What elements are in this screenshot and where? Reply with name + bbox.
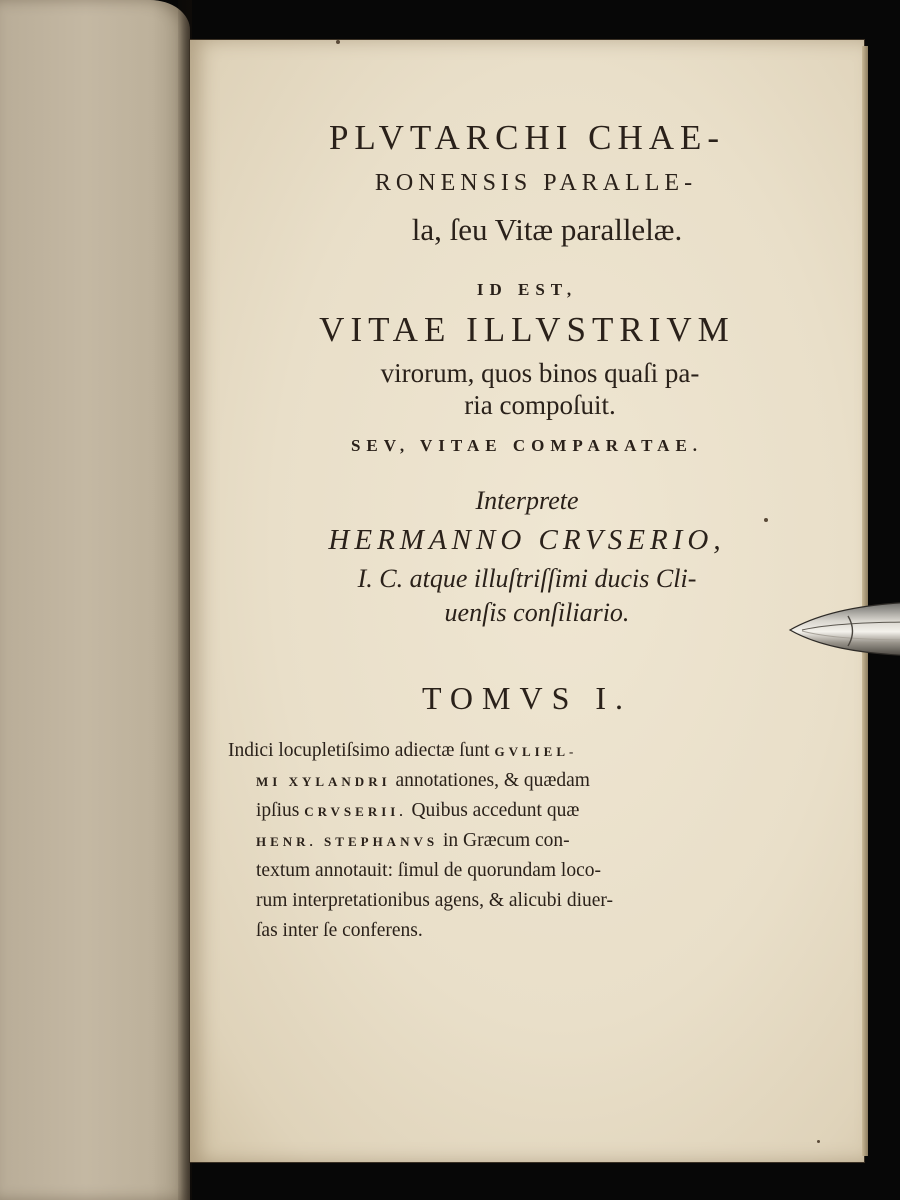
left-endpaper [0, 0, 190, 1200]
title-seu-vitae-comparatae: SEV, VITAE COMPARATAE. [350, 436, 704, 455]
body-smallcaps: CRVSERII. [304, 804, 407, 819]
paper-speck [336, 40, 340, 44]
body-text: ſas inter ſe conferens. [256, 920, 423, 941]
title-line-virorum: virorum, quos binos quaſi pa- [380, 358, 700, 388]
body-text: rum interpretationibus agens, & alicubi diuer- [256, 890, 614, 911]
body-text: in Græcum con- [438, 830, 570, 851]
title-id-est: ID EST, [476, 280, 578, 299]
title-page-text [190, 40, 864, 1162]
body-text: annotationes, & quædam [390, 770, 590, 791]
body-line-3 [256, 800, 856, 822]
volume-number: TOMVS I. [421, 680, 633, 716]
title-page [190, 40, 864, 1162]
body-text: textum annotauit: ſimul de quorundam loco- [256, 860, 601, 881]
body-text: Quibus accedunt quæ [406, 800, 580, 821]
interprete-label: Interprete [475, 486, 579, 515]
body-smallcaps: MI XYLANDRI [256, 774, 391, 789]
body-line-7 [256, 920, 856, 942]
title-line-2: RONENSIS PARALLE- [374, 170, 698, 196]
body-line-6 [256, 890, 856, 912]
body-line-4 [256, 830, 856, 852]
body-line-2 [256, 770, 856, 792]
body-line-1 [228, 740, 828, 762]
title-line-compos: ria compoſuit. [464, 390, 616, 420]
translator-title-1: I. C. atque illuſtriſſimi ducis Cli- [357, 564, 697, 593]
body-smallcaps: HENR. STEPHANVS [256, 834, 439, 849]
title-line-1: PLVTARCHI CHAE- [328, 118, 726, 157]
body-text: ipſius [256, 800, 305, 821]
paper-speck [817, 1140, 820, 1143]
silver-pointer-icon [788, 596, 900, 662]
title-vitae-illustrium: VITAE ILLVSTRIVM [319, 310, 735, 349]
title-line-3: la, ſeu Vitæ parallelæ. [411, 212, 683, 247]
body-text: Indici locupletiſsimo adiectæ ſunt [228, 740, 495, 761]
body-smallcaps: GVLIEL- [494, 744, 578, 759]
translator-name: HERMANNO CRVSERIO, [328, 524, 726, 556]
body-line-5 [256, 860, 856, 882]
paper-speck [764, 518, 768, 522]
translator-title-2: uenſis conſiliario. [444, 598, 630, 627]
